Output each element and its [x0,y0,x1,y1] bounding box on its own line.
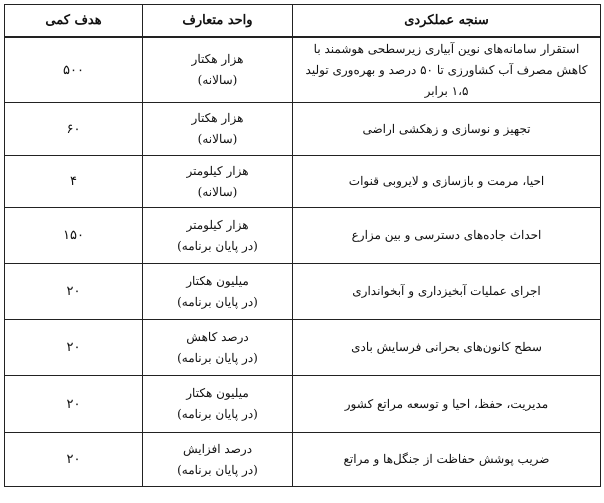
target-cell: ۲۰ [5,433,143,487]
unit-name: میلیون هکتار [186,386,249,400]
unit-cell [143,264,293,320]
header-target: هدف کمی [5,5,143,38]
unit-period: (در پایان برنامه) [177,462,258,477]
header-unit: واحد متعارف [143,5,293,38]
table-row [5,208,601,264]
unit-name: درصد کاهش [186,329,249,344]
unit-cell [143,103,293,156]
metric-cell: احداث جاده‌های دسترسی و بین مزارع [293,208,601,264]
target-cell: ۱۵۰ [5,208,143,264]
target-cell: ۲۰ [5,376,143,433]
target-cell: ۶۰ [5,103,143,156]
table-row [5,376,601,433]
unit-name: هزار کیلومتر [186,163,249,178]
unit-name: میلیون هکتار [186,273,249,288]
metric-cell: تجهیز و نوسازی و زهکشی اراضی [293,103,601,156]
unit-period: (سالانه) [197,184,238,199]
header-metric: سنجه عملکردی [293,5,601,38]
table-row [5,264,601,320]
metric-cell: سطح کانون‌های بحرانی فرسایش بادی [293,320,601,376]
unit-name: درصد افزایش [182,441,253,456]
target-cell: ۴ [5,156,143,208]
table-row [5,37,601,103]
table-row [5,433,601,487]
unit-period: (در پایان برنامه) [177,238,258,253]
metric-cell: ضریب پوشش حفاظت از جنگل‌ها و مراتع [293,433,601,487]
unit-name: هزار هکتار [191,52,244,66]
metric-cell: استقرار سامانه‌های نوین آبیاری زیرسطحی هوشمند با کاهش مصرف آب کشاورزی تا ۵۰ درصد و بهره‌وری تولید ۱،۵ برابر [293,37,601,103]
unit-cell [143,376,293,433]
target-cell: ۲۰ [5,264,143,320]
unit-cell [143,156,293,208]
unit-period: (سالانه) [197,132,238,146]
unit-name: هزار کیلومتر [186,217,249,232]
metric-cell: احیا، مرمت و بازسازی و لایروبی قنوات [293,156,601,208]
unit-period: (در پایان برنامه) [177,294,258,309]
table-row [5,156,601,208]
performance-metrics-table [4,4,601,487]
unit-cell [143,37,293,103]
table-row [5,103,601,156]
document-table-container [4,4,600,487]
metric-cell: مدیریت، حفظ، احیا و توسعه مراتع کشور [293,376,601,433]
unit-cell [143,320,293,376]
table-row [5,320,601,376]
unit-period: (در پایان برنامه) [177,407,258,421]
unit-cell [143,433,293,487]
metric-cell: اجرای عملیات آبخیزداری و آبخوانداری [293,264,601,320]
unit-name: هزار هکتار [191,111,244,125]
unit-cell [143,208,293,264]
unit-period: (سالانه) [197,73,238,87]
unit-period: (در پایان برنامه) [177,350,258,365]
table-header-row [5,5,601,38]
target-cell: ۲۰ [5,320,143,376]
target-cell: ۵۰۰ [5,37,143,103]
